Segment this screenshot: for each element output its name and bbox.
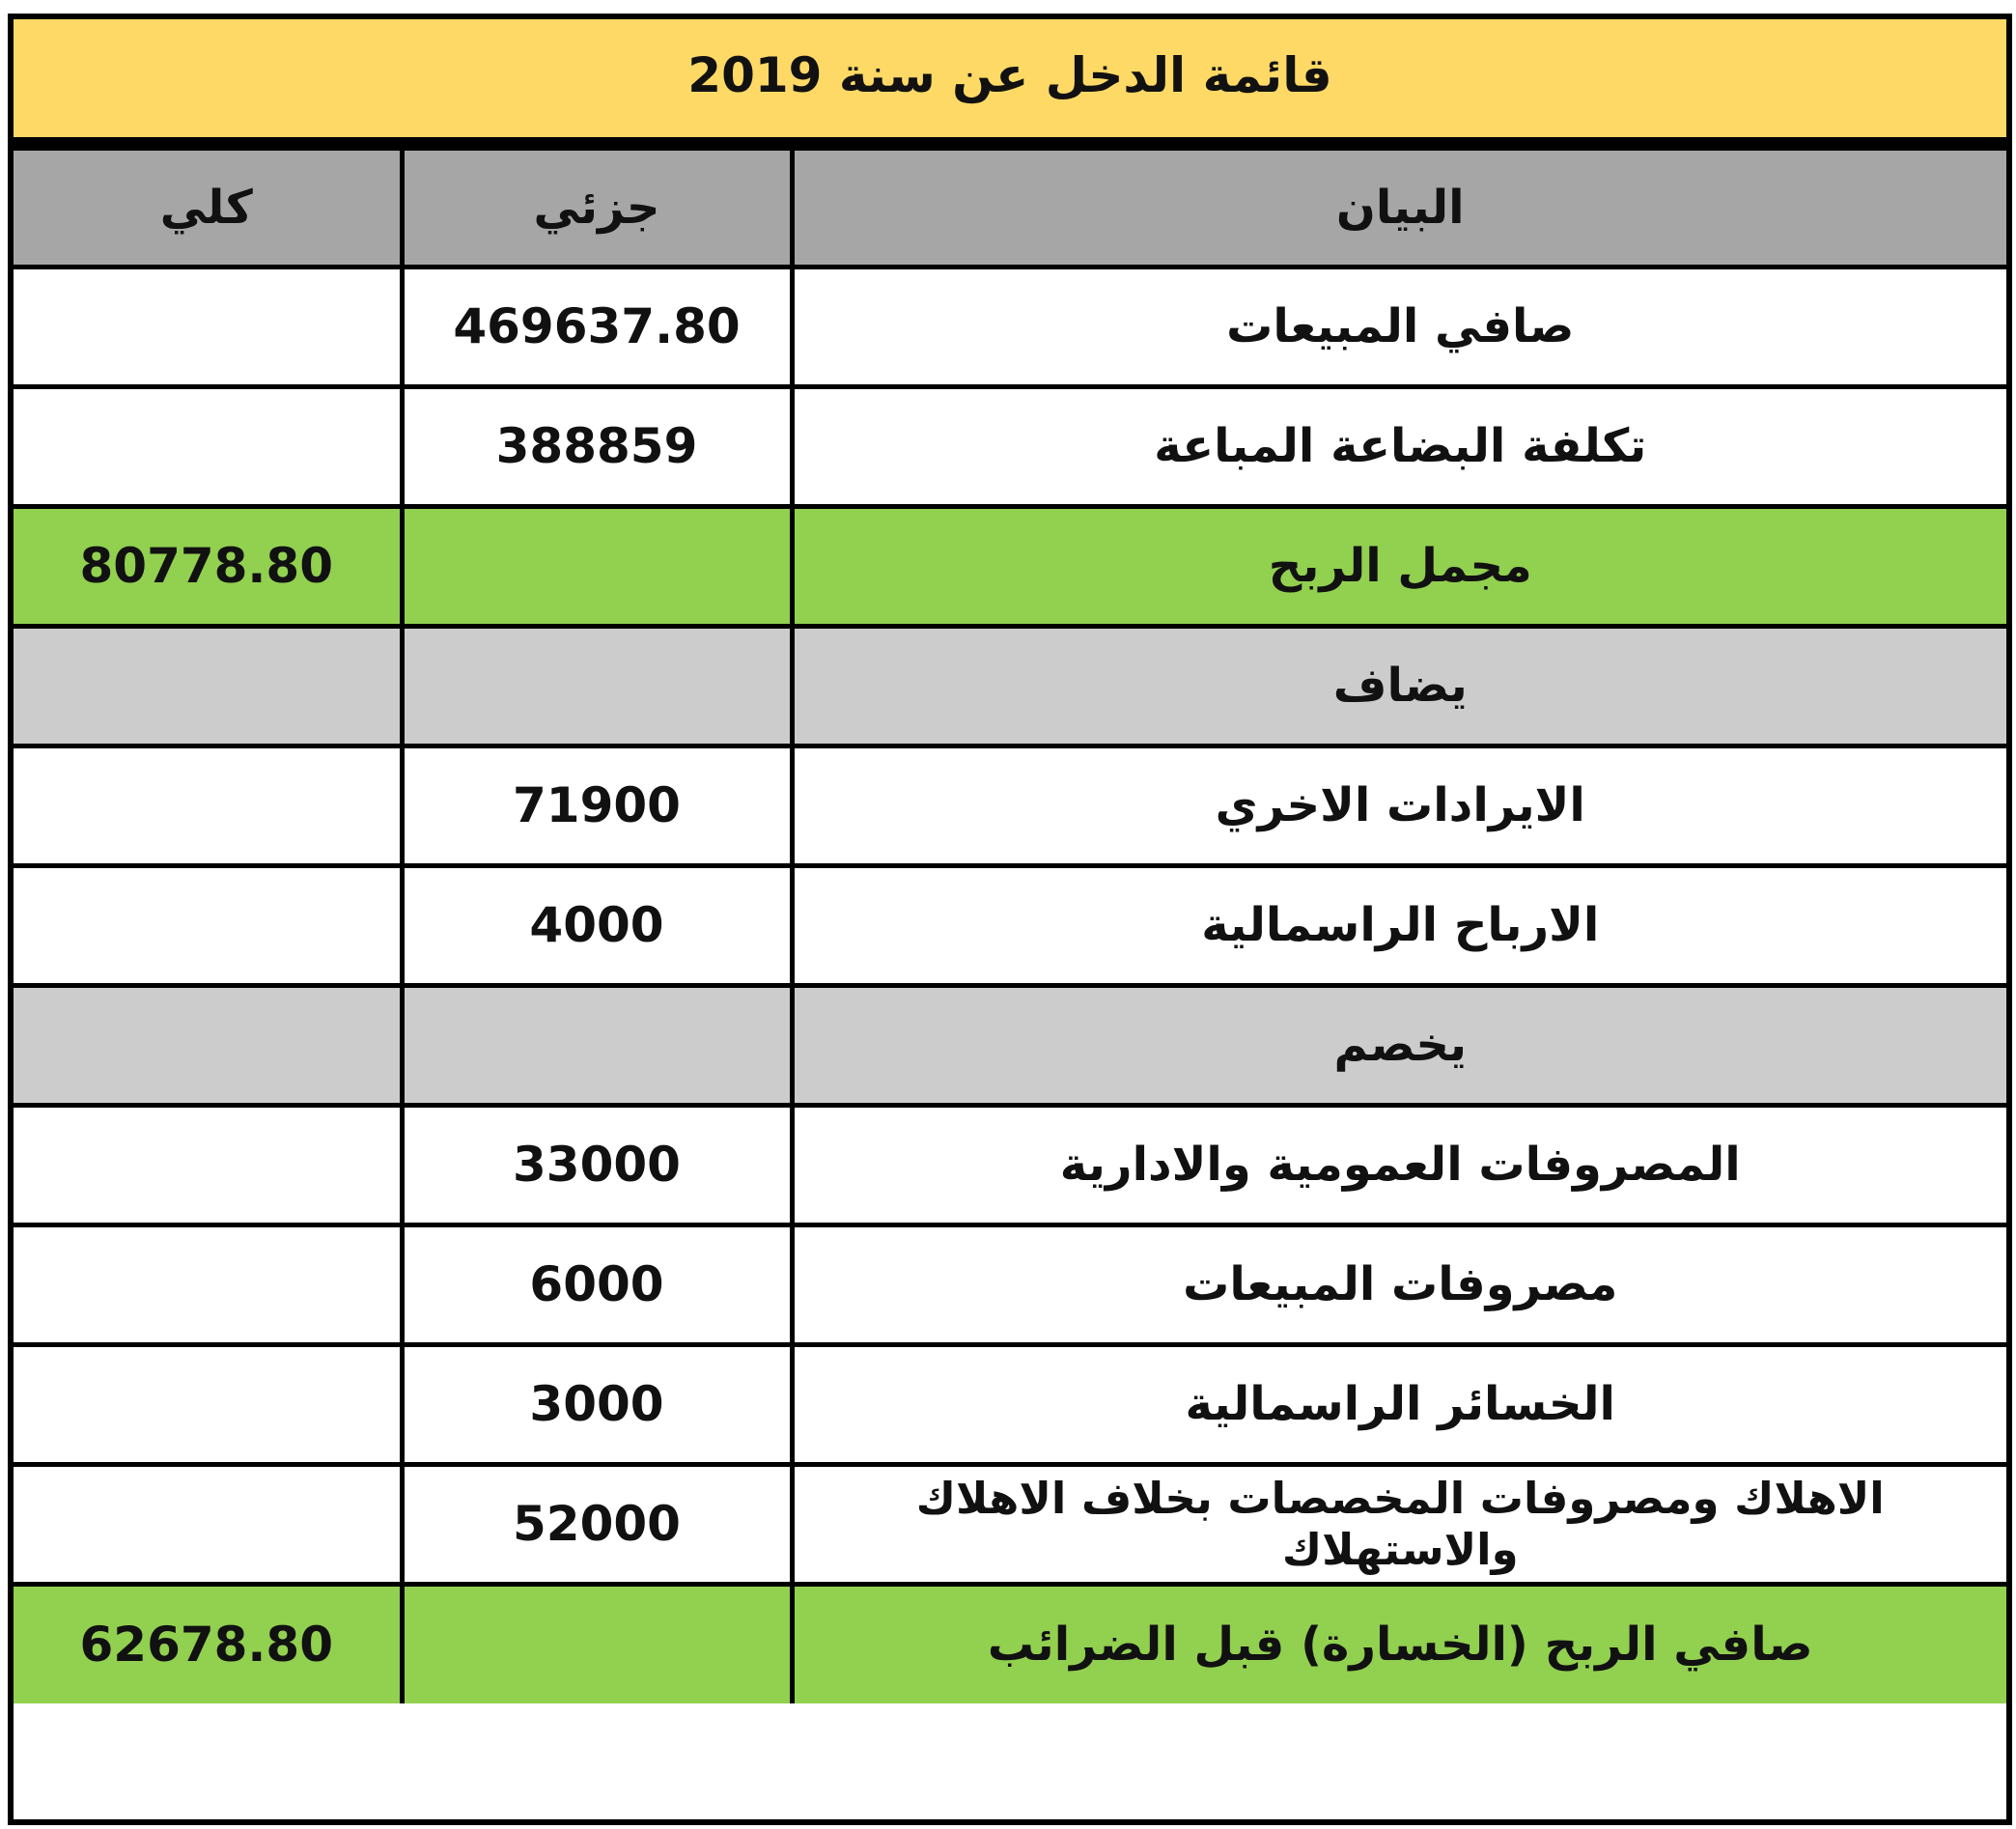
section-add-row	[14, 626, 2006, 746]
watermark-text: خمسات	[888, 1729, 1101, 1794]
row-description: الاهلاك ومصروفات المخصصات بخلاف الاهلاك والاستهلاك	[792, 1464, 2006, 1584]
section-deduct-row	[14, 985, 2006, 1105]
table-row	[14, 1105, 2006, 1224]
header-total: كلي	[14, 151, 402, 267]
row-description: مجمل الربح	[792, 506, 2006, 626]
row-partial: 52000	[402, 1464, 792, 1584]
table-row	[14, 1464, 2006, 1584]
row-description: يضاف	[792, 626, 2006, 746]
gross-profit-row	[14, 506, 2006, 626]
row-description: صافي المبيعات	[792, 267, 2006, 386]
row-description: يخصم	[792, 985, 2006, 1105]
statement-title: قائمة الدخل عن سنة 2019	[687, 47, 1332, 103]
row-total	[14, 1224, 402, 1344]
row-total	[14, 1464, 402, 1584]
row-description: الايرادات الاخري	[792, 746, 2006, 865]
row-total: 80778.80	[14, 506, 402, 626]
row-description: المصروفات العمومية والادارية	[792, 1105, 2006, 1224]
table-row	[14, 746, 2006, 865]
table-row	[14, 1344, 2006, 1464]
row-partial: 6000	[402, 1224, 792, 1344]
row-total	[14, 985, 402, 1105]
row-total	[14, 267, 402, 386]
header-description: البيان	[792, 151, 2006, 267]
row-total	[14, 1344, 402, 1464]
header-partial: جزئي	[402, 151, 792, 267]
table-row	[14, 865, 2006, 985]
statement-title-row	[14, 19, 2006, 151]
row-partial: 4000	[402, 865, 792, 985]
row-partial	[402, 626, 792, 746]
income-statement-sheet	[8, 14, 2012, 1825]
row-description: صافي الربح (الخسارة) قبل الضرائب	[792, 1584, 2006, 1703]
row-description: الارباح الراسمالية	[792, 865, 2006, 985]
income-statement-table	[14, 151, 2006, 1703]
row-total	[14, 386, 402, 506]
row-partial	[402, 506, 792, 626]
row-partial: 469637.80	[402, 267, 792, 386]
row-total	[14, 865, 402, 985]
row-description: مصروفات المبيعات	[792, 1224, 2006, 1344]
table-row	[14, 267, 2006, 386]
row-total	[14, 626, 402, 746]
row-partial	[402, 985, 792, 1105]
row-description: تكلفة البضاعة المباعة	[792, 386, 2006, 506]
row-total: 62678.80	[14, 1584, 402, 1703]
table-row	[14, 1224, 2006, 1344]
row-total	[14, 1105, 402, 1224]
header-row	[14, 151, 2006, 267]
row-partial: 3000	[402, 1344, 792, 1464]
row-partial: 71900	[402, 746, 792, 865]
row-total	[14, 746, 402, 865]
net-profit-row	[14, 1584, 2006, 1703]
row-description: الخسائر الراسمالية	[792, 1344, 2006, 1464]
row-partial	[402, 1584, 792, 1703]
row-partial: 33000	[402, 1105, 792, 1224]
row-partial: 388859	[402, 386, 792, 506]
table-row	[14, 386, 2006, 506]
